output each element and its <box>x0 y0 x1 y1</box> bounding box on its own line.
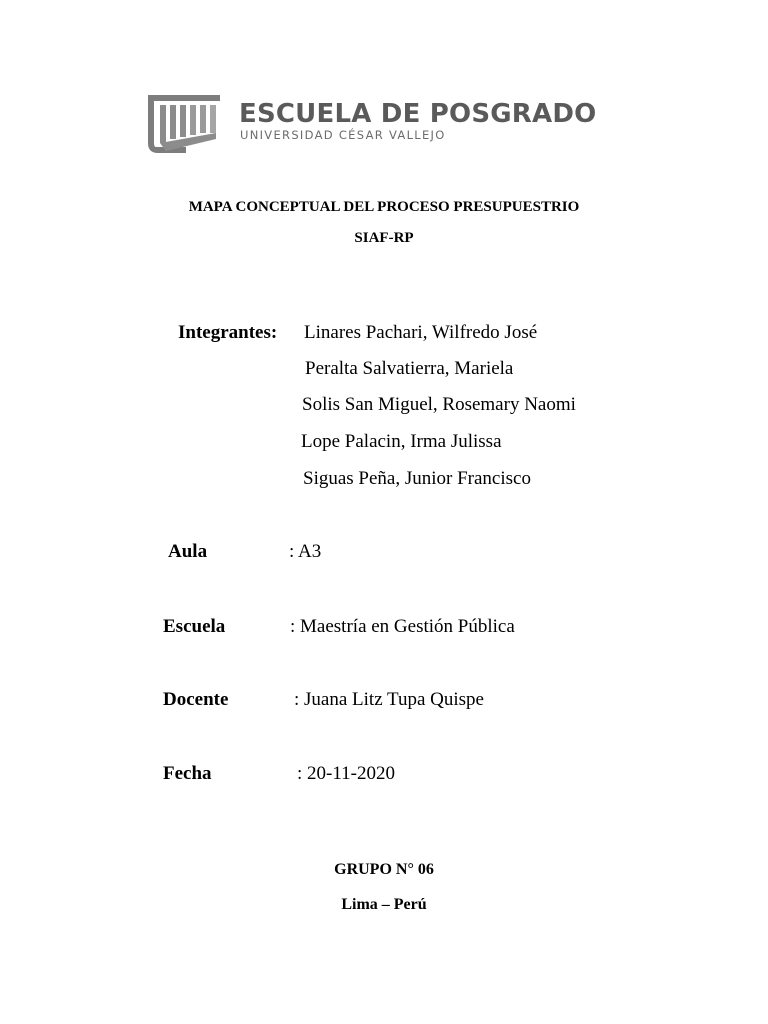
member-name: Solis San Miguel, Rosemary Naomi <box>302 394 576 415</box>
university-logo <box>146 93 636 155</box>
integrantes-label: Integrantes: <box>178 322 278 343</box>
member-name: Siguas Peña, Junior Francisco <box>303 468 531 489</box>
escuela-label: Escuela <box>163 616 226 637</box>
escuela-value: : Maestría en Gestión Pública <box>290 616 515 637</box>
fecha-label: Fecha <box>163 763 212 784</box>
member-name: Lope Palacin, Irma Julissa <box>301 431 502 452</box>
member-name: Peralta Salvatierra, Mariela <box>305 358 514 379</box>
group-number: GRUPO N° 06 <box>334 861 434 878</box>
member-name: Linares Pachari, Wilfredo José <box>304 322 538 343</box>
logo-subtitle: UNIVERSIDAD CÉSAR VALLEJO <box>240 128 446 142</box>
docente-label: Docente <box>163 689 229 710</box>
location: Lima – Perú <box>341 896 427 913</box>
document-subtitle: SIAF-RP <box>354 230 414 246</box>
ucv-emblem-icon <box>146 93 226 155</box>
aula-value: : A3 <box>289 541 322 562</box>
fecha-value: : 20-11-2020 <box>297 763 395 784</box>
aula-label: Aula <box>168 541 208 562</box>
logo-title: ESCUELA DE POSGRADO <box>239 99 597 129</box>
docente-value: : Juana Litz Tupa Quispe <box>294 689 484 710</box>
document-title: MAPA CONCEPTUAL DEL PROCESO PRESUPUESTRIO <box>188 199 580 215</box>
